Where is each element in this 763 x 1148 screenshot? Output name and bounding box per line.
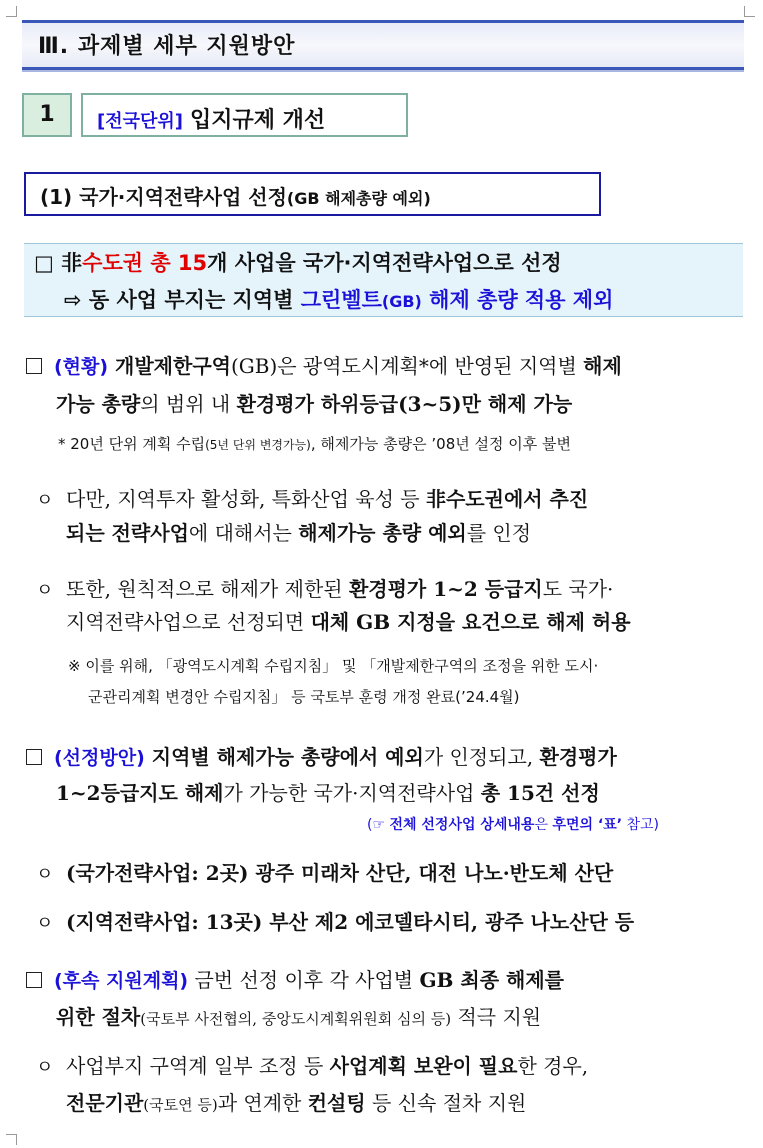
summary-line-2: ⇨ 동 사업 부지는 지역별 그린벨트(GB) 해제 총량 적용 제외 xyxy=(64,288,614,312)
followup-line-1: (후속 지원계획) 금번 선정 이후 각 사업별 GB 최종 해제를 xyxy=(26,964,564,993)
checkbox-icon xyxy=(26,972,42,988)
reference-note-line-2: 군관리계획 변경안 수립지침」 등 국토부 훈령 개정 완료(’24.4월) xyxy=(88,688,520,706)
current-footnote: * 20년 단위 계획 수립(5년 단위 변경가능), 해제가능 총량은 ’08년 설정 이후 불변 xyxy=(58,435,571,453)
subheading-box xyxy=(24,172,601,216)
current-bullet-1-line-1: ㅇ 다만, 지역투자 활성화, 특화산업 육성 등 非수도권에서 추진 xyxy=(36,487,589,511)
subheading-paren: (GB 해제총량 예외) xyxy=(286,189,431,208)
followup-line-2: 위한 절차(국토부 사전협의, 중앙도시계획위원회 심의 등) 적극 지원 xyxy=(56,1005,542,1029)
section-header xyxy=(22,20,744,70)
bullet-icon: ㅇ xyxy=(36,580,54,601)
corner-mark-top-right xyxy=(744,6,755,17)
current-tag: (현황) xyxy=(54,356,109,378)
followup-bullet-line-1: ㅇ 사업부지 구역계 일부 조정 등 사업계획 보완이 필요한 경우, xyxy=(36,1054,589,1078)
followup-bullet-line-2: 전문기관(국토연 등)과 연계한 컨설팅 등 신속 절차 지원 xyxy=(66,1091,527,1115)
current-line-2: 가능 총량의 범위 내 환경평가 하위등급(3~5)만 해제 가능 xyxy=(56,392,573,416)
subheading-text: (1) 국가·지역전략사업 선정 xyxy=(40,185,287,209)
heading-number: 1 xyxy=(22,93,72,137)
bullet-icon: ㅇ xyxy=(36,864,54,885)
corner-mark-bottom-left xyxy=(6,1134,17,1145)
summary-line-1: □ 非수도권 총 15개 사업을 국가·지역전략사업으로 선정 xyxy=(34,251,562,275)
bullet-icon: ㅇ xyxy=(36,1057,54,1078)
section-title: Ⅲ. 과제별 세부 지원방안 xyxy=(38,34,296,59)
checkbox-icon xyxy=(26,358,42,374)
selection-bullet-2: ㅇ (지역전략사업: 13곳) 부산 제2 에코델타시티, 광주 나노산단 등 xyxy=(36,910,635,934)
heading-title: 입지규제 개선 xyxy=(190,108,326,133)
selection-line-1: (선정방안) 지역별 해제가능 총량에서 예외가 인정되고, 환경평가 xyxy=(26,741,617,770)
current-bullet-1-line-2: 되는 전략사업에 대해서는 해제가능 총량 예외를 인정 xyxy=(66,521,532,545)
summary-box xyxy=(24,243,743,317)
selection-bullet-1: ㅇ (국가전략사업: 2곳) 광주 미래차 산단, 대전 나노·반도체 산단 xyxy=(36,861,614,885)
selection-line-2: 1~2등급지도 해제가 가능한 국가·지역전략사업 총 15건 선정 xyxy=(56,781,600,805)
selection-tag: (선정방안) xyxy=(54,747,145,769)
current-bullet-2-line-1: ㅇ 또한, 원칙적으로 해제가 제한된 환경평가 1~2 등급지도 국가· xyxy=(36,577,614,601)
checkbox-icon xyxy=(26,749,42,765)
reference-note-line-1: ※ 이를 위해, 「광역도시계획 수립지침」 및 「개발제한구역의 조정을 위한 도시· xyxy=(68,657,599,675)
current-line-1: (현황) 개발제한구역(GB)은 광역도시계획*에 반영된 지역별 해제 xyxy=(26,350,622,379)
bullet-icon: ㅇ xyxy=(36,490,54,511)
selection-reference: (☞ 전체 선정사업 상세내용은 후면의 ‘표’ 참고) xyxy=(367,817,660,833)
bullet-icon: ㅇ xyxy=(36,913,54,934)
heading-box xyxy=(81,93,408,137)
followup-tag: (후속 지원계획) xyxy=(54,970,189,992)
heading-tag: [전국단위] xyxy=(97,111,184,132)
corner-mark-top-left xyxy=(6,6,17,17)
current-bullet-2-line-2: 지역전략사업으로 선정되면 대체 GB 지정을 요건으로 해제 허용 xyxy=(66,610,631,634)
